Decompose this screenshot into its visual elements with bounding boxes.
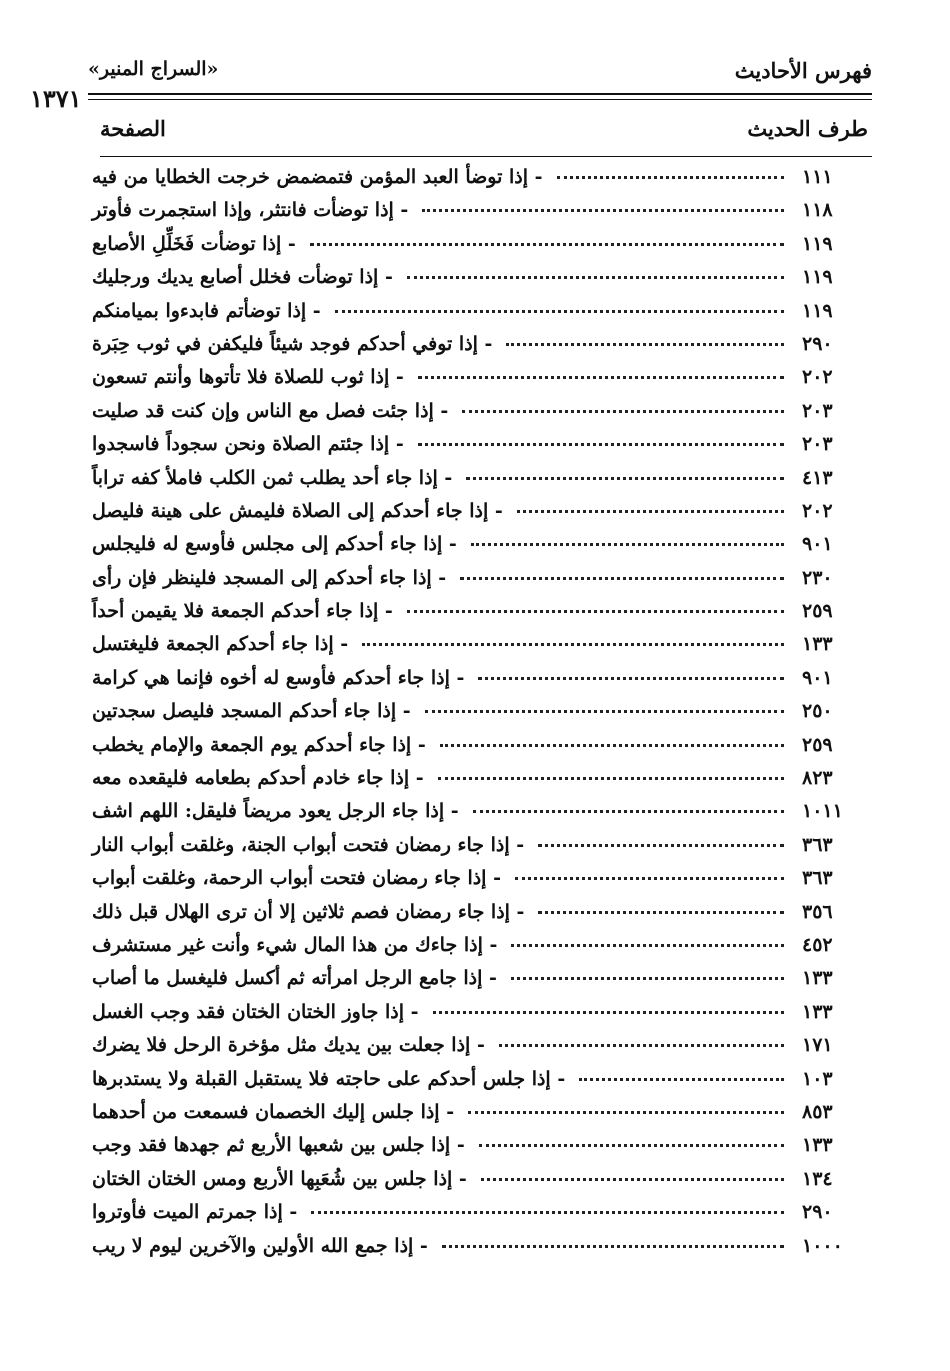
index-entry <box>92 366 872 399</box>
entry-hadith-text: - إذا جاوز الختان الختان فقد وجب الغسل <box>92 1000 419 1023</box>
index-entry <box>92 600 872 633</box>
entry-hadith-text: - إذا جاء خادم أحدكم بطعامه فليقعده معه <box>92 767 424 790</box>
entry-page-number: ٢٥٠ <box>802 700 833 723</box>
entry-hadith-text: - إذا جاء أحدكم إلى الصلاة فليمش على هينة فليصل <box>92 499 503 522</box>
index-entry <box>92 1201 872 1234</box>
entry-hadith-text: - إذا توضأت فَخَلِّلِ الأصابع <box>92 232 296 255</box>
entry-page-number: ٢٠٢ <box>802 499 833 522</box>
index-entry <box>92 633 872 666</box>
entry-hadith-text: - إذا جمع الله الأولين والآخرين ليوم لا ريب <box>92 1234 428 1257</box>
index-entry <box>92 901 872 934</box>
index-entry <box>92 1034 872 1067</box>
entry-hadith-text: - إذا توضأت فانتثر، وإذا استجمرت فأوتر <box>92 199 409 222</box>
dot-leader <box>481 1178 784 1181</box>
index-entry <box>92 934 872 967</box>
index-entry <box>92 233 872 266</box>
entry-page-number: ٣٦٣ <box>802 833 833 856</box>
index-entry <box>92 567 872 600</box>
dot-leader <box>425 710 784 713</box>
entry-page-number: ٢٩٠ <box>802 1201 833 1224</box>
entry-page-number: ٣٦٣ <box>802 867 833 890</box>
dot-leader <box>478 677 784 680</box>
index-entry <box>92 1101 872 1134</box>
dot-leader <box>538 844 784 847</box>
dot-leader <box>438 777 784 780</box>
entry-hadith-text: - إذا جلس بين شعبها الأربع ثم جهدها فقد وجب <box>92 1134 465 1157</box>
running-header <box>28 56 872 90</box>
dot-leader <box>407 276 784 279</box>
index-entry <box>92 1001 872 1034</box>
index-entry <box>92 400 872 433</box>
index-entry <box>92 1235 872 1268</box>
dot-leader <box>579 1078 784 1081</box>
entry-page-number: ٤١٣ <box>802 466 833 489</box>
entry-hadith-text: - إذا جاء الرجل يعود مريضاً فليقل: اللهم اشف <box>92 800 459 823</box>
index-entry <box>92 667 872 700</box>
dot-leader <box>499 1044 784 1047</box>
entry-page-number: ٨٥٣ <box>802 1100 833 1123</box>
entry-page-number: ٩٠١ <box>802 533 833 556</box>
entry-hadith-text: - إذا ثوب للصلاة فلا تأتوها وأنتم تسعون <box>92 366 404 389</box>
entry-page-number: ١١٩ <box>802 232 833 255</box>
dot-leader <box>440 744 784 747</box>
entry-page-number: ١١٨ <box>802 199 833 222</box>
entry-page-number: ٢٠٣ <box>802 399 833 422</box>
dot-leader <box>511 944 784 947</box>
entry-hadith-text: - إذا جلس إليك الخصمان فسمعت من أحدهما <box>92 1100 455 1123</box>
index-entry <box>92 333 872 366</box>
entry-hadith-text: - إذا جئتم الصلاة ونحن سجوداً فاسجدوا <box>92 433 404 456</box>
entry-page-number: ٤٥٢ <box>802 933 833 956</box>
dot-leader <box>362 643 784 646</box>
entry-hadith-text: - إذا جعلت بين يديك مثل مؤخرة الرحل فلا يضرك <box>92 1034 485 1057</box>
entry-page-number: ٢٣٠ <box>802 566 833 589</box>
entry-page-number: ١١٩ <box>802 266 833 289</box>
entry-page-number: ٢٩٠ <box>802 332 833 355</box>
index-entry <box>92 433 872 466</box>
index-entry <box>92 266 872 299</box>
dot-leader <box>557 176 784 179</box>
header-rule-thin <box>88 99 872 100</box>
dot-leader <box>473 810 784 813</box>
entry-page-number: ١٣٣ <box>802 967 833 990</box>
entry-hadith-text: - إذا جاء أحدكم فأوسع له أخوه فإنما هي كرامة <box>92 666 465 689</box>
entry-page-number: ٨٢٣ <box>802 767 833 790</box>
index-entry <box>92 967 872 1000</box>
dot-leader <box>433 1011 784 1014</box>
entry-page-number: ١٧١ <box>802 1034 833 1057</box>
entry-page-number: ١٣٣ <box>802 633 833 656</box>
entry-page-number: ١٣٣ <box>802 1000 833 1023</box>
index-entry <box>92 300 872 333</box>
entry-page-number: ٢٥٩ <box>802 600 833 623</box>
entry-page-number: ٩٠١ <box>802 666 833 689</box>
hadith-index-list <box>92 166 872 1268</box>
entry-hadith-text: - إذا جمرتم الميت فأوتروا <box>92 1201 298 1224</box>
entry-hadith-text: - إذا جامع الرجل امرأته ثم أكسل فليغسل ما أصاب <box>92 967 497 990</box>
entry-hadith-text: - إذا توضأ العبد المؤمن فتمضمض خرجت الخطايا من فيه <box>92 166 543 188</box>
index-entry <box>92 700 872 733</box>
index-entry <box>92 1168 872 1201</box>
entry-hadith-text: - إذا جلس بين شُعَبِها الأربع ومس الختان الختان <box>92 1167 467 1190</box>
index-entry <box>92 734 872 767</box>
dot-leader <box>418 376 784 379</box>
entry-hadith-text: - إذا جاء أحدكم إلى مجلس فأوسع له فليجلس <box>92 533 457 556</box>
entry-hadith-text: - إذا جاء أحدكم يوم الجمعة والإمام يخطب <box>92 733 426 756</box>
index-entry <box>92 867 872 900</box>
entry-hadith-text: - إذا جاء أحدكم الجمعة فليغتسل <box>92 633 349 656</box>
index-entry <box>92 767 872 800</box>
entry-page-number: ١٠٣ <box>802 1067 833 1090</box>
entry-page-number: ١٠١١ <box>802 800 843 823</box>
entry-hadith-text: - إذا جاء أحدكم المسجد فليصل سجدتين <box>92 700 411 723</box>
dot-leader <box>335 310 784 313</box>
index-entry <box>92 199 872 232</box>
column-rule <box>100 156 872 157</box>
index-entry <box>92 467 872 500</box>
dot-leader <box>462 410 784 413</box>
dot-leader <box>442 1245 784 1248</box>
entry-hadith-text: - إذا جاء رمضان فتحت أبواب الرحمة، وغلقت أبواب <box>92 867 501 890</box>
entry-hadith-text: - إذا جاء رمضان فصم ثلاثين إلا أن ترى الهلال قبل ذلك <box>92 900 525 923</box>
entry-page-number: ٢٠٢ <box>802 366 833 389</box>
dot-leader <box>311 1211 784 1214</box>
dot-leader <box>418 443 784 446</box>
index-entry <box>92 1134 872 1167</box>
entry-hadith-text: - إذا توضأت فخلل أصابع يديك ورجليك <box>92 266 393 289</box>
entry-page-number: ١٣٣ <box>802 1134 833 1157</box>
entry-page-number: ١١١ <box>802 166 833 188</box>
entry-hadith-text: - إذا جاء أحدكم الجمعة فلا يقيمن أحداً <box>92 600 393 623</box>
index-entry <box>92 500 872 533</box>
entry-hadith-text: - إذا توفي أحدكم فوجد شيئاً فليكفن في ثوب حِبَرة <box>92 332 493 355</box>
header-rule <box>88 93 872 95</box>
dot-leader <box>407 610 784 613</box>
dot-leader <box>506 343 784 346</box>
page-number: ١٣٧١ <box>30 84 82 113</box>
entry-page-number: ١٠٠٠ <box>802 1234 843 1257</box>
entry-page-number: ١٣٤ <box>802 1167 833 1190</box>
index-entry <box>92 800 872 833</box>
entry-hadith-text: - إذا جئت فصل مع الناس وإن كنت قد صليت <box>92 399 449 422</box>
entry-hadith-text: - إذا جاء أحدكم إلى المسجد فلينظر فإن رأى <box>92 566 447 589</box>
dot-leader <box>471 543 784 546</box>
column-headings <box>100 116 868 148</box>
index-entry <box>92 533 872 566</box>
entry-page-number: ١١٩ <box>802 299 833 322</box>
running-title: فهرس الأحاديث <box>734 58 872 83</box>
dot-leader <box>466 477 784 480</box>
column-heading-page: الصفحة <box>100 116 166 141</box>
entry-hadith-text: - إذا جاء رمضان فتحت أبواب الجنة، وغلقت أبواب النار <box>92 833 525 856</box>
entry-page-number: ٢٥٩ <box>802 733 833 756</box>
column-heading-hadith: طرف الحديث <box>747 116 868 141</box>
entry-hadith-text: - إذا جلس أحدكم على حاجته فلا يستقبل القبلة ولا يستدبرها <box>92 1067 566 1090</box>
dot-leader <box>517 510 784 513</box>
entry-hadith-text: - إذا جاءك من هذا المال شيء وأنت غير مستشرف <box>92 933 498 956</box>
dot-leader <box>310 243 784 246</box>
index-entry <box>92 834 872 867</box>
index-entry <box>92 1068 872 1101</box>
entry-page-number: ٢٠٣ <box>802 433 833 456</box>
entry-page-number: ٣٥٦ <box>802 900 833 923</box>
book-title: «السراج المنير» <box>88 58 219 80</box>
entry-hadith-text: - إذا توضأتم فابدءوا بميامنكم <box>92 299 321 322</box>
dot-leader <box>479 1144 784 1147</box>
dot-leader <box>511 977 784 980</box>
dot-leader <box>468 1111 784 1114</box>
entry-hadith-text: - إذا جاء أحد يطلب ثمن الكلب فاملأ كفه تراباً <box>92 466 453 489</box>
dot-leader <box>460 577 784 580</box>
dot-leader <box>515 877 784 880</box>
index-entry <box>92 166 872 199</box>
dot-leader <box>422 209 784 212</box>
dot-leader <box>538 911 784 914</box>
